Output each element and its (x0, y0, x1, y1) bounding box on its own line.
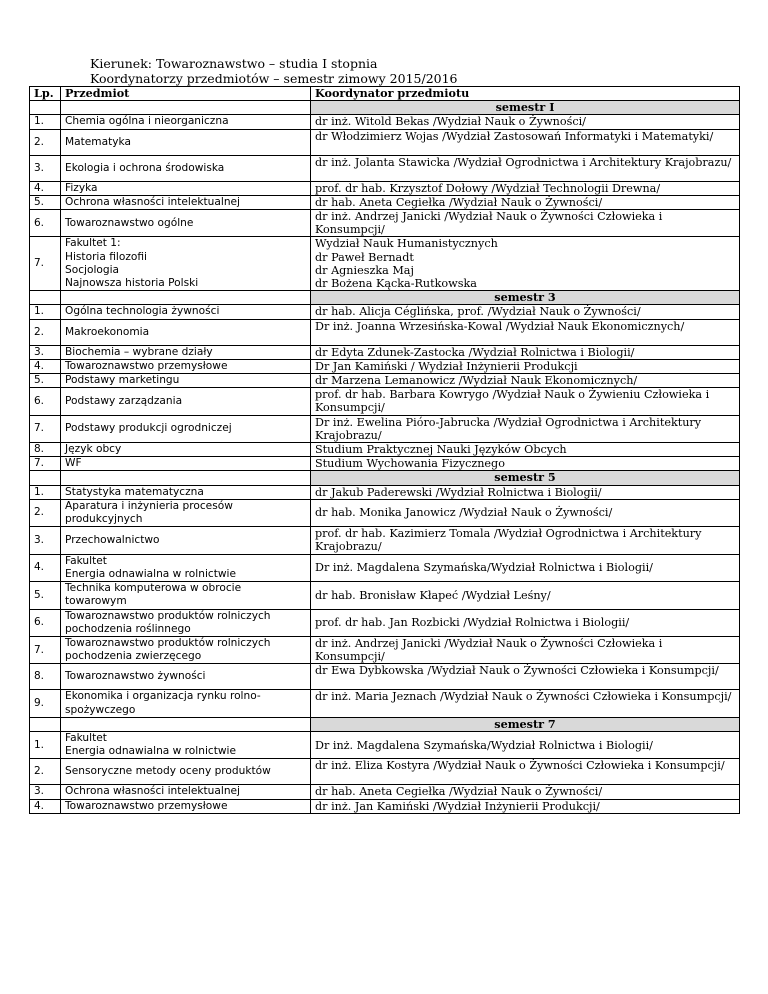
table-row (30, 210, 740, 237)
coordinator-cell: Dr inż. Joanna Wrzesińska-Kowal /Wydział Nauk Ekonomicznych/ (311, 319, 740, 345)
row-number: 7. (30, 636, 61, 663)
row-number: 5. (30, 195, 61, 209)
table-row (30, 181, 740, 195)
subject-cell: Podstawy marketingu (61, 374, 311, 388)
semester-title: semestr I (311, 101, 740, 115)
row-number: 3. (30, 527, 61, 554)
semester-header-blank (61, 101, 311, 115)
coordinators-table (29, 86, 740, 814)
coordinator-cell: dr Ewa Dybkowska /Wydział Nauk o Żywności Człowieka i Konsumpcji/ (311, 664, 740, 690)
coordinator-cell: dr inż. Jan Kamiński /Wydział Inżynierii Produkcji/ (311, 799, 740, 813)
coordinator-cell: dr hab. Aneta Cegiełka /Wydział Nauk o Żywności/ (311, 785, 740, 799)
table-row (30, 129, 740, 155)
table-row (30, 195, 740, 209)
row-number: 1. (30, 305, 61, 319)
table-row (30, 554, 740, 581)
row-number: 4. (30, 359, 61, 373)
subject-cell: Język obcy (61, 443, 311, 457)
row-number: 6. (30, 388, 61, 415)
table-row (30, 115, 740, 129)
coordinator-cell: Dr inż. Magdalena Szymańska/Wydział Rolnictwa i Biologii/ (311, 731, 740, 758)
coordinator-cell: dr Marzena Lemanowicz /Wydział Nauk Ekonomicznych/ (311, 374, 740, 388)
table-row (30, 443, 740, 457)
coordinator-cell: prof. dr hab. Krzysztof Dołowy /Wydział Technologii Drewna/ (311, 181, 740, 195)
row-number: 6. (30, 609, 61, 636)
coordinator-cell: dr inż. Eliza Kostyra /Wydział Nauk o Żywności Człowieka i Konsumpcji/ (311, 759, 740, 785)
subject-cell: Towaroznawstwo produktów rolniczych pochodzenia zwierzęcego (61, 636, 311, 663)
row-number: 2. (30, 129, 61, 155)
coordinator-cell: dr Jakub Paderewski /Wydział Rolnictwa i Biologii/ (311, 485, 740, 499)
row-number: 5. (30, 374, 61, 388)
subject-cell: Podstawy produkcji ogrodniczej (61, 415, 311, 442)
table-row (30, 799, 740, 813)
subject-cell: Fakultet Energia odnawialna w rolnictwie (61, 554, 311, 581)
subject-cell: Fakultet 1: Historia filozofii Socjologia Najnowsza historia Polski (61, 237, 311, 291)
column-header-subject: Przedmiot (61, 87, 311, 101)
table-row (30, 636, 740, 663)
coordinator-cell: dr inż. Maria Jeznach /Wydział Nauk o Żywności Człowieka i Konsumpcji/ (311, 690, 740, 717)
subject-cell: Fizyka (61, 181, 311, 195)
table-row (30, 759, 740, 785)
table-row (30, 305, 740, 319)
table-row (30, 457, 740, 471)
subject-cell: Sensoryczne metody oceny produktów (61, 759, 311, 785)
coordinator-cell: Studium Wychowania Fizycznego (311, 457, 740, 471)
subject-cell: Przechowalnictwo (61, 527, 311, 554)
table-row (30, 237, 740, 291)
semester-header-blank (61, 291, 311, 305)
row-number: 2. (30, 319, 61, 345)
table-row (30, 731, 740, 758)
subject-cell: Statystyka matematyczna (61, 485, 311, 499)
subject-cell: Ogólna technologia żywności (61, 305, 311, 319)
semester-header-blank (61, 471, 311, 485)
coordinator-cell: dr inż. Jolanta Stawicka /Wydział Ogrodnictwa i Architektury Krajobrazu/ (311, 155, 740, 181)
semester-header-blank (61, 717, 311, 731)
table-row (30, 664, 740, 690)
subject-cell: Ochrona własności intelektualnej (61, 785, 311, 799)
row-number: 1. (30, 115, 61, 129)
row-number: 7. (30, 415, 61, 442)
subject-cell: Makroekonomia (61, 319, 311, 345)
subject-cell: Matematyka (61, 129, 311, 155)
semester-title: semestr 5 (311, 471, 740, 485)
semester-title: semestr 3 (311, 291, 740, 305)
subject-cell: WF (61, 457, 311, 471)
table-row (30, 359, 740, 373)
coordinator-cell: dr inż. Witold Bekas /Wydział Nauk o Żywności/ (311, 115, 740, 129)
row-number: 7. (30, 457, 61, 471)
coordinator-cell: dr Edyta Zdunek-Zastocka /Wydział Rolnictwa i Biologii/ (311, 345, 740, 359)
table-row (30, 155, 740, 181)
coordinator-cell: dr inż. Andrzej Janicki /Wydział Nauk o Żywności Człowieka i Konsumpcji/ (311, 636, 740, 663)
semester-header-row (30, 291, 740, 305)
table-row (30, 499, 740, 526)
semester-header-row (30, 471, 740, 485)
row-number: 1. (30, 731, 61, 758)
row-number: 2. (30, 499, 61, 526)
semester-header-blank (30, 717, 61, 731)
coordinator-cell: dr hab. Alicja Céglińska, prof. /Wydział Nauk o Żywności/ (311, 305, 740, 319)
subject-cell: Ochrona własności intelektualnej (61, 195, 311, 209)
row-number: 5. (30, 582, 61, 609)
subject-cell: Aparatura i inżynieria procesów produkcyjnych (61, 499, 311, 526)
row-number: 2. (30, 759, 61, 785)
coordinator-cell: dr Włodzimierz Wojas /Wydział Zastosowań Informatyki i Matematyki/ (311, 129, 740, 155)
coordinator-cell: Dr inż. Magdalena Szymańska/Wydział Rolnictwa i Biologii/ (311, 554, 740, 581)
semester-title: semestr 7 (311, 717, 740, 731)
document-heading-line2: Koordynatorzy przedmiotów – semestr zimowy 2015/2016 (90, 71, 458, 86)
subject-cell: Towaroznawstwo przemysłowe (61, 359, 311, 373)
subject-cell: Fakultet Energia odnawialna w rolnictwie (61, 731, 311, 758)
table-row (30, 415, 740, 442)
column-header-lp: Lp. (30, 87, 61, 101)
subject-cell: Towaroznawstwo przemysłowe (61, 799, 311, 813)
table-header-row (30, 87, 740, 101)
row-number: 4. (30, 799, 61, 813)
semester-header-blank (30, 291, 61, 305)
table-row (30, 582, 740, 609)
subject-cell: Chemia ogólna i nieorganiczna (61, 115, 311, 129)
coordinator-cell: dr hab. Monika Janowicz /Wydział Nauk o Żywności/ (311, 499, 740, 526)
table-row (30, 319, 740, 345)
row-number: 4. (30, 554, 61, 581)
row-number: 9. (30, 690, 61, 717)
row-number: 3. (30, 785, 61, 799)
row-number: 3. (30, 155, 61, 181)
table-row (30, 388, 740, 415)
subject-cell: Towaroznawstwo żywności (61, 664, 311, 690)
coordinator-cell: dr hab. Aneta Cegiełka /Wydział Nauk o Żywności/ (311, 195, 740, 209)
table-row (30, 485, 740, 499)
subject-cell: Podstawy zarządzania (61, 388, 311, 415)
document-heading-line1: Kierunek: Towaroznawstwo – studia I stopnia (90, 56, 378, 71)
row-number: 7. (30, 237, 61, 291)
coordinator-cell: dr hab. Bronisław Kłapeć /Wydział Leśny/ (311, 582, 740, 609)
row-number: 8. (30, 443, 61, 457)
row-number: 1. (30, 485, 61, 499)
coordinator-cell: Dr Jan Kamiński / Wydział Inżynierii Produkcji (311, 359, 740, 373)
column-header-coordinator: Koordynator przedmiotu (311, 87, 740, 101)
subject-cell: Biochemia – wybrane działy (61, 345, 311, 359)
subject-cell: Towaroznawstwo produktów rolniczych pochodzenia roślinnego (61, 609, 311, 636)
coordinator-cell: Wydział Nauk Humanistycznych dr Paweł Bernadt dr Agnieszka Maj dr Bożena Kącka-Rutkowska (311, 237, 740, 291)
subject-cell: Towaroznawstwo ogólne (61, 210, 311, 237)
semester-header-row (30, 101, 740, 115)
semester-header-blank (30, 471, 61, 485)
table-row (30, 690, 740, 717)
table-row (30, 785, 740, 799)
row-number: 4. (30, 181, 61, 195)
table-body (30, 101, 740, 814)
coordinator-cell: prof. dr hab. Kazimierz Tomala /Wydział Ogrodnictwa i Architektury Krajobrazu/ (311, 527, 740, 554)
row-number: 8. (30, 664, 61, 690)
coordinator-cell: dr inż. Andrzej Janicki /Wydział Nauk o Żywności Człowieka i Konsumpcji/ (311, 210, 740, 237)
table-row (30, 374, 740, 388)
table-row (30, 345, 740, 359)
coordinator-cell: prof. dr hab. Barbara Kowrygo /Wydział Nauk o Żywieniu Człowieka i Konsumpcji/ (311, 388, 740, 415)
row-number: 3. (30, 345, 61, 359)
table-row (30, 527, 740, 554)
row-number: 6. (30, 210, 61, 237)
table-row (30, 609, 740, 636)
semester-header-blank (30, 101, 61, 115)
subject-cell: Ekonomika i organizacja rynku rolno-spożywczego (61, 690, 311, 717)
subject-cell: Technika komputerowa w obrocie towarowym (61, 582, 311, 609)
coordinator-cell: prof. dr hab. Jan Rozbicki /Wydział Rolnictwa i Biologii/ (311, 609, 740, 636)
coordinator-cell: Dr inż. Ewelina Pióro-Jabrucka /Wydział Ogrodnictwa i Architektury Krajobrazu/ (311, 415, 740, 442)
semester-header-row (30, 717, 740, 731)
subject-cell: Ekologia i ochrona środowiska (61, 155, 311, 181)
coordinator-cell: Studium Praktycznej Nauki Języków Obcych (311, 443, 740, 457)
